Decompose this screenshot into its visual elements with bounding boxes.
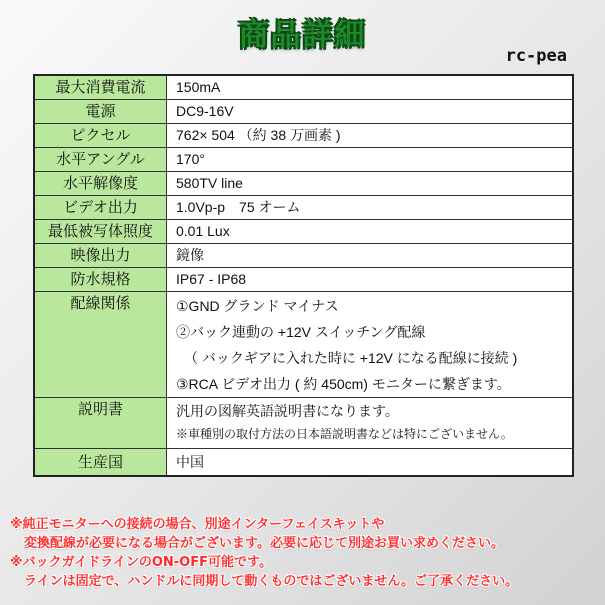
spec-table: [33, 74, 574, 477]
wiring-line-backup: ②バック連動の +12V スイッチング配線: [176, 324, 426, 340]
manual-note: ※車種別の取付方法の日本語説明書などは特にございません。: [176, 427, 513, 441]
spec-value: 1.0Vp-p 75 オーム: [167, 196, 574, 220]
spec-label: 電源: [34, 100, 167, 124]
table-row: [34, 292, 573, 398]
table-row: [34, 148, 573, 172]
table-row: [34, 100, 573, 124]
spec-label: ビデオ出力: [34, 196, 167, 220]
spec-value: 150mA: [167, 75, 574, 100]
page-title: 商品詳細: [238, 18, 367, 53]
spec-label: 最大消費電流: [34, 75, 167, 100]
manual-value: [167, 398, 574, 449]
table-row: [34, 398, 573, 449]
wiring-value: [167, 292, 574, 398]
footer-notes: [10, 515, 600, 591]
table-row: [34, 124, 573, 148]
spec-value: 762× 504 （約 38 万画素 ): [167, 124, 574, 148]
note-line: 変換配線が必要になる場合がございます。必要に応じて別途お買い求めください。: [24, 536, 504, 551]
table-row: [34, 268, 573, 292]
spec-value: IP67 - IP68: [167, 268, 574, 292]
note-line: ラインは固定で、ハンドルに同期して動くものではございません。ご了承ください。: [24, 574, 519, 589]
spec-label: 配線関係: [34, 292, 167, 398]
spec-value: 170°: [167, 148, 574, 172]
spec-label: 防水規格: [34, 268, 167, 292]
spec-label: ピクセル: [34, 124, 167, 148]
note-line: ※バックガイドラインのON-OFF可能です。: [10, 555, 272, 570]
note-line: ※純正モニターへの接続の場合、別途インターフェイスキットや: [10, 517, 385, 532]
spec-value: 鏡像: [167, 244, 574, 268]
spec-label: 生産国: [34, 449, 167, 477]
wiring-line-gnd: ①GND グランド マイナス: [176, 298, 339, 314]
spec-value: DC9-16V: [167, 100, 574, 124]
brand-logo-text: rc-pea: [505, 46, 567, 66]
spec-label: 映像出力: [34, 244, 167, 268]
spec-label: 最低被写体照度: [34, 220, 167, 244]
table-row: [34, 75, 573, 100]
wiring-line-note: （ バックギアに入れた時に +12V になる配線に接続 ): [184, 350, 518, 366]
spec-value: 0.01 Lux: [167, 220, 574, 244]
spec-label: 水平アングル: [34, 148, 167, 172]
spec-value: 580TV line: [167, 172, 574, 196]
spec-label: 水平解像度: [34, 172, 167, 196]
table-row: [34, 449, 573, 477]
wiring-line-rca: ③RCA ビデオ出力 ( 約 450cm) モニターに繋ぎます。: [176, 376, 511, 392]
table-row: [34, 220, 573, 244]
manual-line: 汎用の図解英語説明書になります。: [176, 403, 399, 419]
spec-value: 中国: [167, 449, 574, 477]
table-row: [34, 244, 573, 268]
table-row: [34, 172, 573, 196]
spec-label: 説明書: [34, 398, 167, 449]
table-row: [34, 196, 573, 220]
